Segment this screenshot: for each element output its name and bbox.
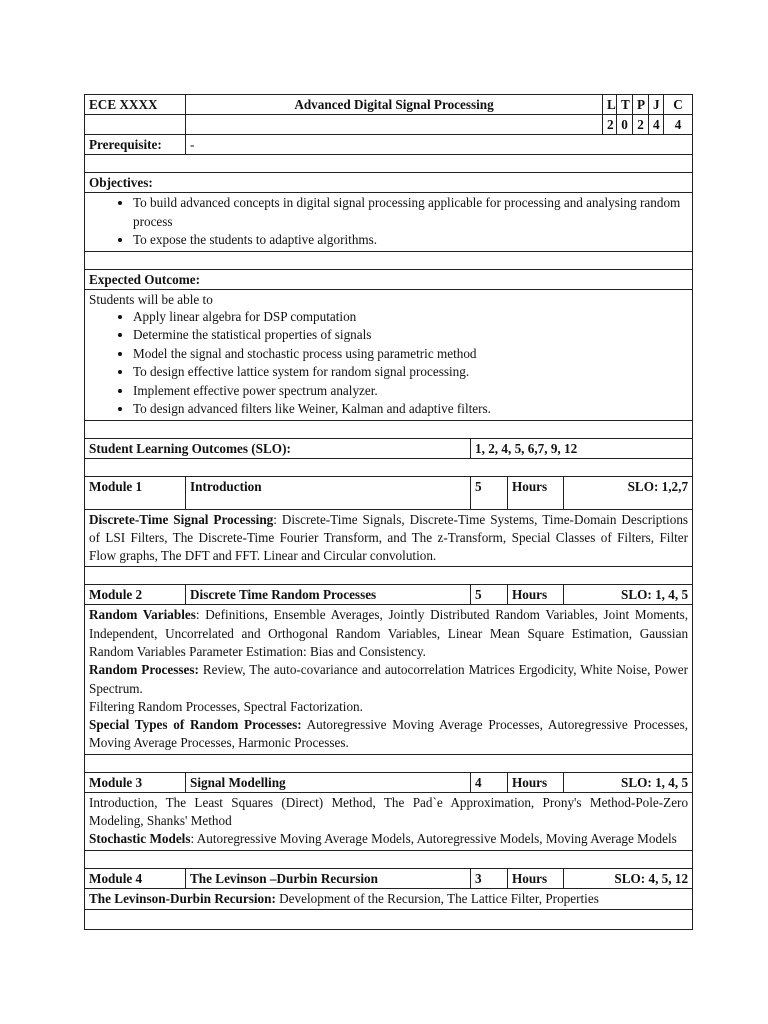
module-4-hours: 3 [471, 868, 508, 888]
outcome-item: • Determine the statistical properties of signals [133, 326, 688, 345]
paragraph-bold: The Levinson-Durbin Recursion: [89, 890, 276, 906]
outcome-item: • To design advanced filters like Weiner, Kalman and adaptive filters. [133, 400, 688, 419]
ltpjc-value-c: 4 [664, 115, 693, 135]
paragraph-bold: Stochastic Models [89, 831, 191, 847]
module-paragraph [89, 606, 688, 661]
course-title: Advanced Digital Signal Processing [186, 95, 603, 115]
prerequisite-value: - [186, 135, 693, 155]
ltpjc-header-j: J [649, 95, 664, 115]
paragraph-text: Review, The auto-covariance and autocorrelation Matrices Ergodicity, White Noise, Power Spectrum. [89, 662, 689, 696]
module-3-hours-label: Hours [508, 772, 564, 792]
spacer-row [85, 850, 693, 868]
module-3-content [85, 792, 693, 850]
module-paragraph [89, 716, 688, 753]
paragraph-text: Autoregressive Moving Average Processes, Autoregressive Processes, Moving Average Processes, Harmonic Processes. [89, 717, 689, 751]
objectives-heading: Objectives: [85, 173, 693, 193]
paragraph-text: : Discrete-Time Signals, Discrete-Time Systems, Time-Domain Descriptions of LSI Filters, The Discrete-Time Fourier Transform, and The z-Transform, Special Classes of Filters, Filter Flow graphs, The DFT and FFT. Linear and Circular convolution. [89, 511, 689, 564]
module-paragraph [89, 794, 688, 831]
module-paragraph [89, 698, 688, 716]
spacer-row [85, 420, 693, 438]
paragraph-text: Introduction, The Least Squares (Direct) Method, The Pad`e Approximation, Prony's Method-Pole-Zero Modeling, Shanks' Method [89, 794, 689, 829]
module-1-number: Module 1 [85, 476, 186, 509]
syllabus-table [84, 94, 693, 930]
empty-cell [186, 115, 603, 135]
ltpjc-header-c: C [664, 95, 693, 115]
module-1-hours: 5 [471, 476, 508, 509]
module-2-hours-label: Hours [508, 585, 564, 605]
slo-value: 1, 2, 4, 5, 6,7, 9, 12 [471, 438, 693, 458]
module-paragraph [89, 890, 688, 908]
paragraph-bold: Random Variables [89, 607, 196, 623]
outcome-list [89, 308, 688, 419]
module-1-content [85, 509, 693, 567]
outcome-intro: Students will be able to [89, 291, 213, 307]
objective-item: • To expose the students to adaptive algorithms. [133, 231, 688, 250]
ltpjc-value-l: 2 [603, 115, 617, 135]
objective-item: • To build advanced concepts in digital signal processing applicable for processing and analysing random process [133, 194, 688, 231]
prerequisite-label: Prerequisite: [85, 135, 186, 155]
paragraph-bold: Random Processes: [89, 662, 199, 678]
module-1-hours-label: Hours [508, 476, 564, 509]
spacer-row [85, 909, 693, 929]
paragraph-text: : Definitions, Ensemble Averages, Jointly Distributed Random Variables, Joint Moments, Independent, Uncorrelated and Orthogonal Random Variables, Linear Mean Square Estimation, Gaussian Random Variables Parameter Estimation: Bias and Consistency. [89, 607, 689, 659]
paragraph-text: Filtering Random Processes, Spectral Factorization. [89, 698, 363, 714]
ltpjc-header-l: L [603, 95, 617, 115]
module-1-title: Introduction [186, 476, 471, 509]
slo-label: Student Learning Outcomes (SLO): [89, 440, 291, 456]
ltpjc-value-t: 0 [617, 115, 633, 135]
ltpjc-value-j: 4 [649, 115, 664, 135]
module-3-hours: 4 [471, 772, 508, 792]
module-4-hours-label: Hours [508, 868, 564, 888]
outcome-item: • Implement effective power spectrum analyzer. [133, 382, 688, 401]
module-4-content [85, 888, 693, 909]
spacer-row [85, 567, 693, 585]
module-3-number: Module 3 [85, 772, 186, 792]
outcome-item: • Apply linear algebra for DSP computation [133, 308, 688, 327]
outcome-heading: Expected Outcome: [85, 269, 693, 289]
slo-label-cell [85, 438, 471, 458]
paragraph-text: : Autoregressive Moving Average Models, Autoregressive Models, Moving Average Models [190, 831, 677, 847]
spacer-row [85, 754, 693, 772]
empty-cell [85, 115, 186, 135]
module-2-title: Discrete Time Random Processes [186, 585, 471, 605]
module-3-title: Signal Modelling [186, 772, 471, 792]
module-paragraph [89, 830, 688, 848]
ltpjc-header-p: P [633, 95, 649, 115]
ltpjc-header-t: T [617, 95, 633, 115]
objectives-list [89, 194, 688, 250]
module-2-content [85, 605, 693, 754]
spacer-row [85, 155, 693, 173]
paragraph-text: Development of the Recursion, The Lattice Filter, Properties [275, 890, 599, 906]
module-4-slo: SLO: 4, 5, 12 [564, 868, 693, 888]
module-4-number: Module 4 [85, 868, 186, 888]
objectives-list-cell [85, 193, 693, 252]
module-2-number: Module 2 [85, 585, 186, 605]
module-4-title: The Levinson –Durbin Recursion [186, 868, 471, 888]
outcome-list-cell [85, 289, 693, 420]
ltpjc-value-p: 2 [633, 115, 649, 135]
course-code: ECE XXXX [85, 95, 186, 115]
module-2-slo: SLO: 1, 4, 5 [564, 585, 693, 605]
paragraph-bold: Special Types of Random Processes: [89, 717, 302, 733]
spacer-row [85, 458, 693, 476]
module-paragraph [89, 511, 688, 566]
module-1-slo: SLO: 1,2,7 [564, 476, 693, 509]
module-2-hours: 5 [471, 585, 508, 605]
syllabus-page [84, 94, 692, 930]
paragraph-bold: Discrete-Time Signal Processing [89, 511, 274, 527]
outcome-item: • Model the signal and stochastic process using parametric method [133, 345, 688, 364]
module-3-slo: SLO: 1, 4, 5 [564, 772, 693, 792]
spacer-row [85, 251, 693, 269]
outcome-item: • To design effective lattice system for random signal processing. [133, 363, 688, 382]
module-paragraph [89, 661, 688, 698]
